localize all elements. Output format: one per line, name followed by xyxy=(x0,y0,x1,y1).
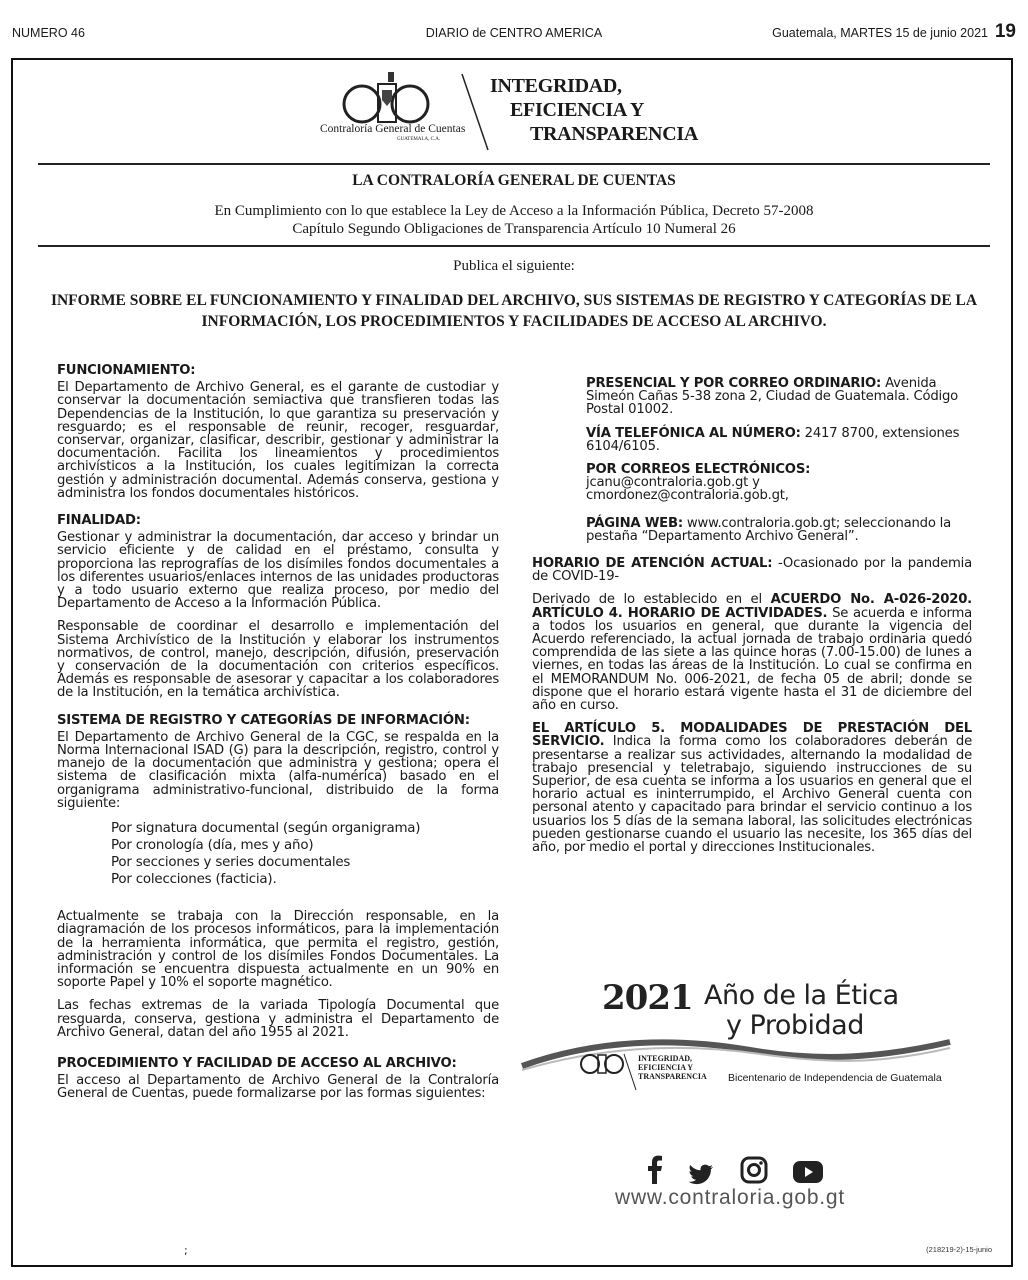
org-place: GUATEMALA, C.A. xyxy=(397,137,441,142)
emblem-line-1: Año de la Ética xyxy=(704,980,899,1011)
contact-presencial: PRESENCIAL Y POR CORREO ORDINARIO: Avenida Simeón Cañas 5-38 zona 2, Ciudad de Guatemala. Código Postal 01002. xyxy=(586,376,958,418)
acuerdo-paragraph: Derivado de lo establecido en el ACUERDO No. A-026-2020. ARTÍCULO 4. HORARIO DE ACTIVIDADES. Se acuerda e informa a todos los usuarios en general, que durante la vigencia del Acuerdo referenciado, la actual jornada de trabajo ordinaria quedó comprendida de las siete a las quince horas (7.00-15.00) de lunes a viernes, en todas las áreas de la Institución. Lo cual se confirma en el MEMORANDUM No. 006-2021, de fecha 05 de abril; donde se dispone que el horario estará vigente hasta el 31 de diciembre del año en curso. xyxy=(532,592,972,714)
page-number: 19 xyxy=(994,21,1016,42)
section-heading: PROCEDIMIENTO Y FACILIDAD DE ACCESO AL ARCHIVO: xyxy=(57,1055,457,1071)
issue-number: NUMERO 46 xyxy=(12,26,85,40)
ethics-year-emblem xyxy=(520,978,960,1118)
emblem-small-slogan: INTEGRIDAD, EFICIENCIA Y TRANSPARENCIA xyxy=(638,1054,707,1081)
divider-bottom xyxy=(38,245,990,247)
list-item: Por cronología (día, mes y año) xyxy=(111,838,314,854)
paragraph: Actualmente se trabaja con la Dirección responsable, en la diagramación de los procesos informáticos, para la implementación de la herramienta informática, que permita el registro, gestión, administración y control de los disímiles Fondos Documentales. La información se encuentra dispuesta actualmente en un 90% en soporte Papel y 10% el soporte magnético. xyxy=(57,909,499,991)
section-heading: SISTEMA DE REGISTRO Y CATEGORÍAS DE INFORMACIÓN: xyxy=(57,712,470,728)
contact-correo: POR CORREOS ELECTRÓNICOS: jcanu@contraloria.gob.gt y cmordonez@contraloria.gob.gt, xyxy=(586,462,811,504)
classification-list xyxy=(57,820,499,888)
publica-label: Publica el siguiente: xyxy=(453,258,575,274)
list-item: Por colecciones (facticia). xyxy=(111,872,277,888)
cgc-logo-block xyxy=(312,70,712,154)
paragraph: El Departamento de Archivo General de la CGC, se respalda en la Norma Internacional ISAD (G) para la descripción, registro, control y manejo de la documentación que administra y gestiona; opera el sistema de clasificación mixta (alfa-numérica) basado en el organigrama administrativo-funcional, distribuido de la forma siguiente: xyxy=(57,729,499,811)
trailing-mark: ; xyxy=(184,1244,188,1257)
slogan xyxy=(490,74,698,146)
paragraph: Las fechas extremas de la variada Tipología Documental que resguarda, conserva, gestiona y administra el Departamento de Archivo General, datan del año 1955 al 2021. xyxy=(57,998,499,1040)
bicentenario-text: Bicentenario de Independencia de Guatemala xyxy=(728,1072,942,1084)
contact-telefono: VÍA TELEFÓNICA AL NÚMERO: 2417 8700, extensiones 6104/6105. xyxy=(586,425,960,454)
paragraph: El Departamento de Archivo General, es el garante de custodiar y conservar la documentación semiactiva que transfieren todas las Dependencias de la Institución, lo que garantiza su preservación y resguardo; es el responsable de reunir, recoger, resguardar, conservar, organizar, clasificar, describir, gestionar y administrar la documentación. Facilita los lineamientos y procedimientos archivísticos a la Institución, los cuales legitimizan la correcta gestión y administración documental. Además conserva, gestiona y administra los fondos documentales históricos. xyxy=(57,380,499,501)
section-heading: FINALIDAD: xyxy=(57,513,141,529)
list-item: Por signatura documental (según organigrama) xyxy=(111,821,421,837)
list-item: Por secciones y series documentales xyxy=(111,855,351,871)
publication-ref-code: (218219-2)-15-junio xyxy=(926,1245,992,1254)
newspaper-header xyxy=(12,21,1016,46)
newspaper-name: DIARIO de CENTRO AMERICA xyxy=(425,26,603,40)
horario-paragraph: HORARIO DE ATENCIÓN ACTUAL: -Ocasionado por la pandemia de COVID-19- xyxy=(532,556,972,585)
paragraph: El acceso al Departamento de Archivo General de la Contraloría General de Cuentas, puede formalizarse por las formas siguientes: xyxy=(57,1073,499,1102)
slogan-line-1: INTEGRIDAD, xyxy=(490,75,622,97)
legal-basis-line-1: En Cumplimiento con lo que establece la Ley de Acceso a la Información Pública, Decreto 57-2008 xyxy=(214,203,814,219)
report-title: INFORME SOBRE EL FUNCIONAMIENTO Y FINALIDAD DEL ARCHIVO, SUS SISTEMAS DE REGISTRO Y CATEGORÍAS DE LA INFORMACIÓN, LOS PROCEDIMIENTOS Y FACILIDADES DE ACCESO AL ARCHIVO. xyxy=(50,292,978,330)
right-column xyxy=(532,377,972,864)
paragraph: Gestionar y administrar la documentación, dar acceso y brindar un servicio eficiente y de calidad en el préstamo, consulta y proporciona las reprografías de los disímiles fondos documentales a los diferentes usuarios/enlaces internos de las unidades productoras y a todo usuario externo que realiza proceso, por medio del Departamento de Acceso a la Información Pública. xyxy=(57,530,499,612)
slogan-line-3: TRANSPARENCIA xyxy=(530,123,698,145)
legal-basis-line-2: Capítulo Segundo Obligaciones de Transparencia Artículo 10 Numeral 26 xyxy=(292,221,736,237)
contact-web: PÁGINA WEB: www.contraloria.gob.gt; seleccionando la pestaña “Departamento Archivo General”. xyxy=(586,515,952,544)
twitter-icon[interactable] xyxy=(688,1164,714,1186)
facebook-icon[interactable] xyxy=(644,1154,664,1184)
website-link[interactable]: www.contraloria.gob.gt xyxy=(615,1186,846,1209)
emblem-year: 2021 xyxy=(602,978,693,1018)
instagram-icon[interactable] xyxy=(740,1156,768,1184)
divider-top xyxy=(38,163,990,165)
publication-date: Guatemala, MARTES 15 de junio 2021 xyxy=(772,26,988,40)
section-heading: FUNCIONAMIENTO: xyxy=(57,363,196,378)
institution-title: LA CONTRALORÍA GENERAL DE CUENTAS xyxy=(352,172,676,189)
youtube-icon[interactable] xyxy=(792,1160,824,1184)
articulo5-paragraph: EL ARTÍCULO 5. MODALIDADES DE PRESTACIÓN DEL SERVICIO. Indica la forma como los colaboradores deberán de presentarse a realizar sus actividades, alternando la modalidad de trabajo presencial y teletrabajo, siguiendo instrucciones de su Superior, de esa cuenta se informa a los usuarios en general que el horario actual es ininterrumpido, el Archivo General cuenta con personal atento y capacitado para brindar el servicio continuo a los usuarios los 5 días de la semana laboral, las solicitudes electrónicas pueden gestionarse cuando el usuario las necesite, los 365 días del año, por medio el portal y direcciones Institucionales. xyxy=(532,721,972,856)
org-name: Contraloría General de Cuentas xyxy=(320,123,466,135)
paragraph: Responsable de coordinar el desarrollo e implementación del Sistema Archivístico de la Institución y elaborar los instrumentos normativos, de control, manejo, descripción, difusión, preservación y conservación de la documentación con criterios específicos. Además es responsable de asesorar y capacitar a los colaboradores de la Institución, en la temática archivística. xyxy=(57,619,499,701)
slogan-line-2: EFICIENCIA Y xyxy=(510,99,645,121)
emblem-line-2: y Probidad xyxy=(726,1010,864,1041)
social-icons xyxy=(640,1152,840,1188)
emblem-swoosh xyxy=(520,1018,960,1098)
left-column xyxy=(57,364,499,1111)
